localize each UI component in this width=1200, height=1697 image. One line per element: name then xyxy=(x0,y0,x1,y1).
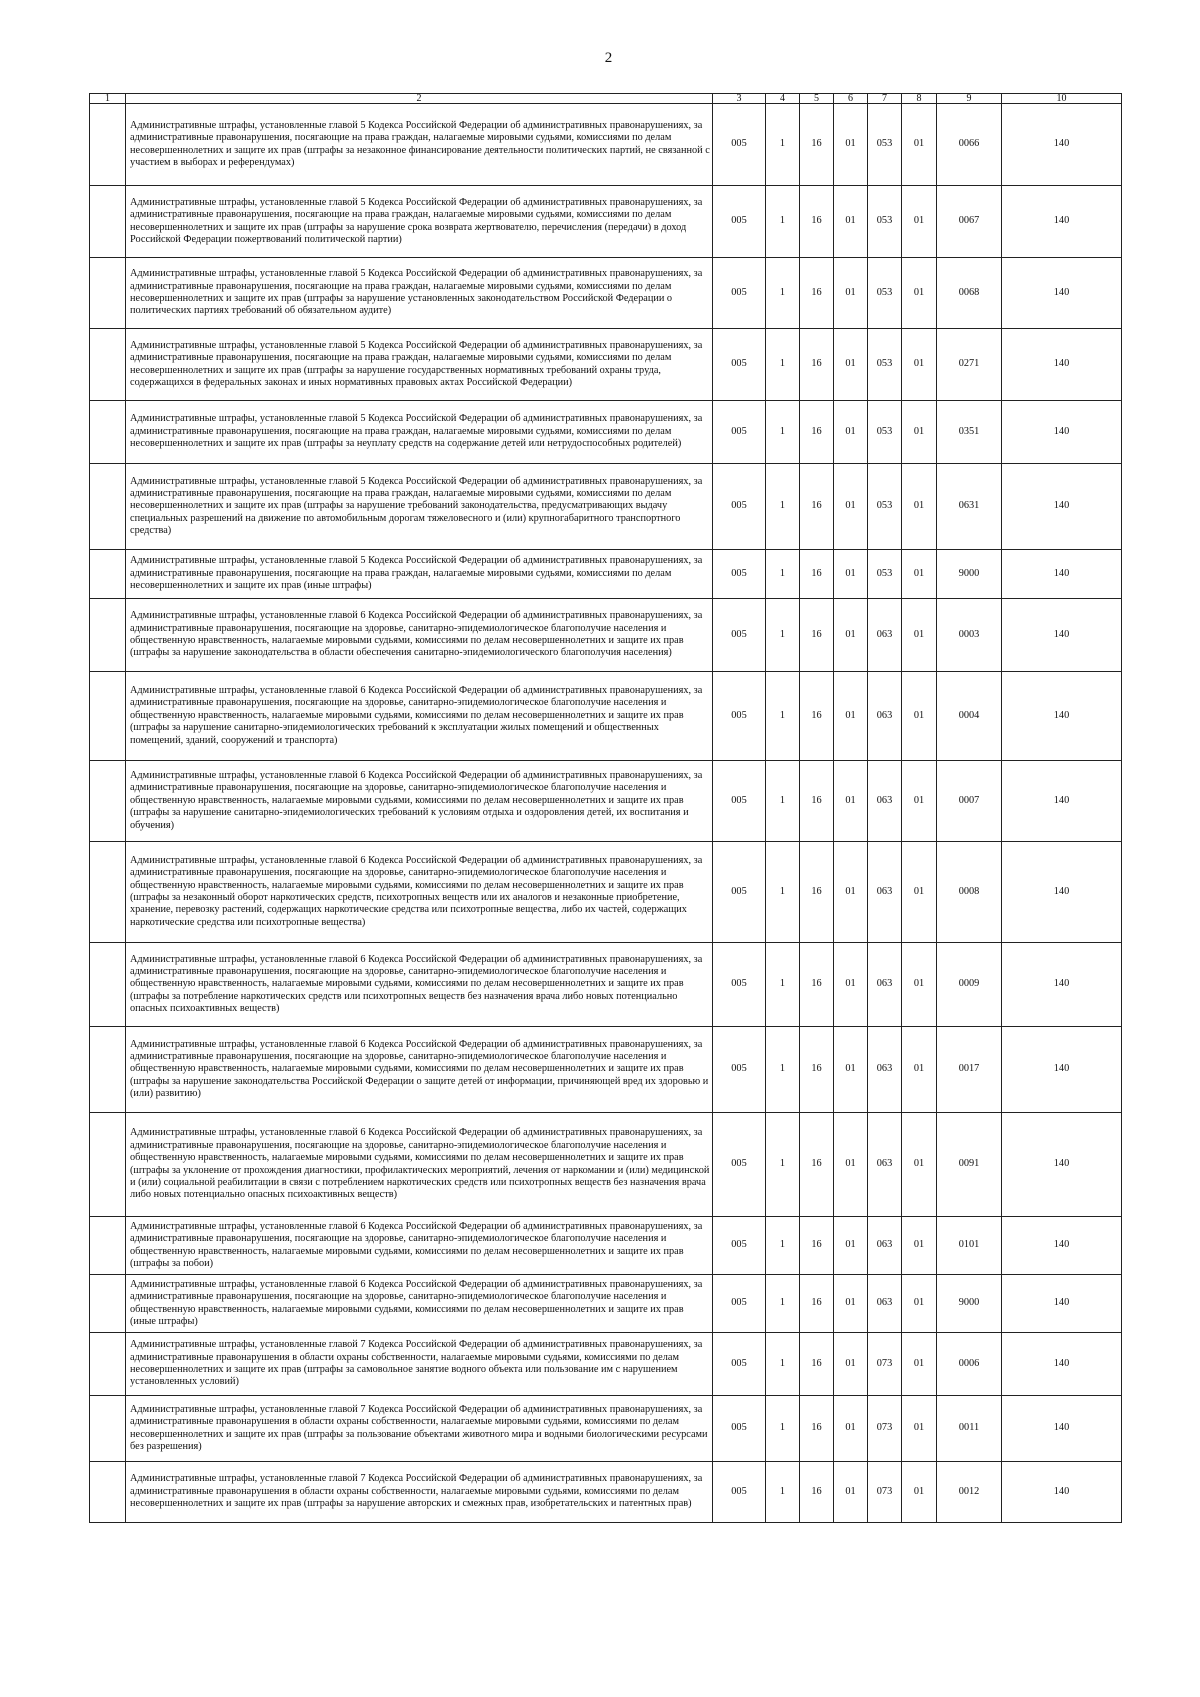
column-header: 9 xyxy=(937,94,1002,104)
program-code-cell: 0008 xyxy=(937,842,1002,943)
article-code-cell: 01 xyxy=(834,401,868,464)
program-code-cell: 0631 xyxy=(937,464,1002,550)
table-row xyxy=(90,842,1122,943)
group-code-cell: 1 xyxy=(766,329,800,401)
table-row xyxy=(90,1113,1122,1217)
article-code-cell: 01 xyxy=(834,1217,868,1275)
subarticle-code-cell: 063 xyxy=(868,672,902,761)
element-code-cell: 01 xyxy=(902,186,937,258)
group-code-cell: 1 xyxy=(766,1027,800,1113)
fine-admin-code-cell: 005 xyxy=(713,599,766,672)
column-number-row xyxy=(90,94,1122,104)
column-header: 4 xyxy=(766,94,800,104)
table-row xyxy=(90,1333,1122,1396)
row-number-cell xyxy=(90,186,126,258)
element-code-cell: 01 xyxy=(902,464,937,550)
table-row xyxy=(90,550,1122,599)
element-code-cell: 01 xyxy=(902,943,937,1027)
fine-admin-code-cell: 005 xyxy=(713,1396,766,1462)
subarticle-code-cell: 073 xyxy=(868,1396,902,1462)
program-code-cell: 0007 xyxy=(937,761,1002,842)
group-code-cell: 1 xyxy=(766,1275,800,1333)
income-description-cell: Административные штрафы, установленные главой 6 Кодекса Российской Федерации об административных правонарушениях, за административные правонарушения, посягающие на здоровье, санитарно-эпидемиологическое благополучие населения и общественную нравственность, налагаемые мировыми судьями, комиссиями по делам несовершеннолетних и защите их прав (штрафы за незаконный оборот наркотических средств, психотропных веществ или их аналогов и незаконные приобретение, хранение, перевозку растений, содержащих наркотические средства или психотропные вещества, либо их частей, содержащих наркотические средства или психотропные вещества) xyxy=(126,842,713,943)
income-description-cell: Административные штрафы, установленные главой 7 Кодекса Российской Федерации об административных правонарушениях, за административные правонарушения в области охраны собственности, налагаемые мировыми судьями, комиссиями по делам несовершеннолетних и защите их прав (штрафы за самовольное занятие водного объекта или пользование им с нарушением установленных условий) xyxy=(126,1333,713,1396)
subgroup-code-cell: 16 xyxy=(800,1396,834,1462)
subarticle-code-cell: 063 xyxy=(868,599,902,672)
income-description-cell: Административные штрафы, установленные главой 5 Кодекса Российской Федерации об административных правонарушениях, за административные правонарушения, посягающие на права граждан, налагаемые мировыми судьями, комиссиями по делам несовершеннолетних и защите их прав (штрафы за нарушение установленных законодательством Российской Федерации о политических партиях требований об обязательном аудите) xyxy=(126,258,713,329)
row-number-cell xyxy=(90,401,126,464)
fine-admin-code-cell: 005 xyxy=(713,1462,766,1523)
element-code-cell: 01 xyxy=(902,1275,937,1333)
income-description-cell: Административные штрафы, установленные главой 6 Кодекса Российской Федерации об административных правонарушениях, за административные правонарушения, посягающие на здоровье, санитарно-эпидемиологическое благополучие населения и общественную нравственность, налагаемые мировыми судьями, комиссиями по делам несовершеннолетних и защите их прав (штрафы за нарушение законодательства Российской Федерации о защите детей от информации, причиняющей вред их здоровью и (или) развитию) xyxy=(126,1027,713,1113)
subgroup-code-cell: 16 xyxy=(800,672,834,761)
subgroup-code-cell: 16 xyxy=(800,550,834,599)
income-description-cell: Административные штрафы, установленные главой 6 Кодекса Российской Федерации об административных правонарушениях, за административные правонарушения, посягающие на здоровье, санитарно-эпидемиологическое благополучие населения и общественную нравственность, налагаемые мировыми судьями, комиссиями по делам несовершеннолетних и защите их прав (штрафы за уклонение от прохождения диагностики, профилактических мероприятий, лечения от наркомании и (или) медицинской и (или) социальной реабилитации в связи с потреблением наркотических средств или психотропных веществ без назначения врача либо новых потенциально опасных психоактивных веществ) xyxy=(126,1113,713,1217)
subgroup-code-cell: 16 xyxy=(800,1217,834,1275)
subarticle-code-cell: 063 xyxy=(868,943,902,1027)
subgroup-code-cell: 16 xyxy=(800,258,834,329)
fine-admin-code-cell: 005 xyxy=(713,329,766,401)
row-number-cell xyxy=(90,258,126,329)
subarticle-code-cell: 053 xyxy=(868,464,902,550)
element-code-cell: 01 xyxy=(902,842,937,943)
row-number-cell xyxy=(90,943,126,1027)
subarticle-code-cell: 053 xyxy=(868,104,902,186)
row-number-cell xyxy=(90,104,126,186)
subarticle-code-cell: 053 xyxy=(868,258,902,329)
program-code-cell: 0004 xyxy=(937,672,1002,761)
economic-classification-code-cell: 140 xyxy=(1002,258,1122,329)
table-row xyxy=(90,1462,1122,1523)
article-code-cell: 01 xyxy=(834,672,868,761)
row-number-cell xyxy=(90,1396,126,1462)
income-description-cell: Административные штрафы, установленные главой 5 Кодекса Российской Федерации об административных правонарушениях, за административные правонарушения, посягающие на права граждан, налагаемые мировыми судьями, комиссиями по делам несовершеннолетних и защите их прав (иные штрафы) xyxy=(126,550,713,599)
economic-classification-code-cell: 140 xyxy=(1002,842,1122,943)
group-code-cell: 1 xyxy=(766,550,800,599)
subgroup-code-cell: 16 xyxy=(800,464,834,550)
fine-admin-code-cell: 005 xyxy=(713,943,766,1027)
article-code-cell: 01 xyxy=(834,550,868,599)
article-code-cell: 01 xyxy=(834,1027,868,1113)
fine-admin-code-cell: 005 xyxy=(713,401,766,464)
article-code-cell: 01 xyxy=(834,464,868,550)
subarticle-code-cell: 063 xyxy=(868,842,902,943)
element-code-cell: 01 xyxy=(902,1113,937,1217)
element-code-cell: 01 xyxy=(902,1396,937,1462)
table-row xyxy=(90,258,1122,329)
economic-classification-code-cell: 140 xyxy=(1002,401,1122,464)
column-header: 8 xyxy=(902,94,937,104)
subgroup-code-cell: 16 xyxy=(800,186,834,258)
program-code-cell: 9000 xyxy=(937,1275,1002,1333)
subarticle-code-cell: 063 xyxy=(868,1275,902,1333)
subgroup-code-cell: 16 xyxy=(800,329,834,401)
element-code-cell: 01 xyxy=(902,599,937,672)
program-code-cell: 0011 xyxy=(937,1396,1002,1462)
group-code-cell: 1 xyxy=(766,401,800,464)
row-number-cell xyxy=(90,761,126,842)
row-number-cell xyxy=(90,464,126,550)
income-description-cell: Административные штрафы, установленные главой 5 Кодекса Российской Федерации об административных правонарушениях, за административные правонарушения, посягающие на права граждан, налагаемые мировыми судьями, комиссиями по делам несовершеннолетних и защите их прав (штрафы за неуплату средств на содержание детей или нетрудоспособных родителей) xyxy=(126,401,713,464)
article-code-cell: 01 xyxy=(834,1333,868,1396)
income-description-cell: Административные штрафы, установленные главой 5 Кодекса Российской Федерации об административных правонарушениях, за административные правонарушения, посягающие на права граждан, налагаемые мировыми судьями, комиссиями по делам несовершеннолетних и защите их прав (штрафы за незаконное финансирование деятельности политических партий, не связанной с участием в выборах и референдумах) xyxy=(126,104,713,186)
fine-admin-code-cell: 005 xyxy=(713,1217,766,1275)
economic-classification-code-cell: 140 xyxy=(1002,550,1122,599)
income-description-cell: Административные штрафы, установленные главой 5 Кодекса Российской Федерации об административных правонарушениях, за административные правонарушения, посягающие на права граждан, налагаемые мировыми судьями, комиссиями по делам несовершеннолетних и защите их прав (штрафы за нарушение требований законодательства, предусматривающих выдачу специальных разрешений на движение по автомобильным дорогам тяжеловесного и (или) крупногабаритного транспортного средства) xyxy=(126,464,713,550)
program-code-cell: 0066 xyxy=(937,104,1002,186)
article-code-cell: 01 xyxy=(834,943,868,1027)
fine-admin-code-cell: 005 xyxy=(713,761,766,842)
article-code-cell: 01 xyxy=(834,761,868,842)
article-code-cell: 01 xyxy=(834,1462,868,1523)
table-row xyxy=(90,104,1122,186)
table-row xyxy=(90,761,1122,842)
fine-admin-code-cell: 005 xyxy=(713,1113,766,1217)
group-code-cell: 1 xyxy=(766,599,800,672)
subgroup-code-cell: 16 xyxy=(800,1462,834,1523)
column-header: 5 xyxy=(800,94,834,104)
income-description-cell: Административные штрафы, установленные главой 6 Кодекса Российской Федерации об административных правонарушениях, за административные правонарушения, посягающие на здоровье, санитарно-эпидемиологическое благополучие населения и общественную нравственность, налагаемые мировыми судьями, комиссиями по делам несовершеннолетних и защите их прав (штрафы за потребление наркотических средств или психотропных веществ без назначения врача либо новых потенциально опасных психоактивных веществ) xyxy=(126,943,713,1027)
group-code-cell: 1 xyxy=(766,1396,800,1462)
row-number-cell xyxy=(90,1275,126,1333)
economic-classification-code-cell: 140 xyxy=(1002,104,1122,186)
program-code-cell: 0003 xyxy=(937,599,1002,672)
economic-classification-code-cell: 140 xyxy=(1002,464,1122,550)
program-code-cell: 0006 xyxy=(937,1333,1002,1396)
program-code-cell: 0091 xyxy=(937,1113,1002,1217)
element-code-cell: 01 xyxy=(902,258,937,329)
subgroup-code-cell: 16 xyxy=(800,599,834,672)
subgroup-code-cell: 16 xyxy=(800,842,834,943)
fine-admin-code-cell: 005 xyxy=(713,842,766,943)
economic-classification-code-cell: 140 xyxy=(1002,1462,1122,1523)
row-number-cell xyxy=(90,672,126,761)
group-code-cell: 1 xyxy=(766,672,800,761)
column-header: 6 xyxy=(834,94,868,104)
element-code-cell: 01 xyxy=(902,1333,937,1396)
article-code-cell: 01 xyxy=(834,186,868,258)
element-code-cell: 01 xyxy=(902,104,937,186)
article-code-cell: 01 xyxy=(834,1275,868,1333)
table-row xyxy=(90,329,1122,401)
element-code-cell: 01 xyxy=(902,401,937,464)
table-row xyxy=(90,464,1122,550)
element-code-cell: 01 xyxy=(902,329,937,401)
subgroup-code-cell: 16 xyxy=(800,1275,834,1333)
budget-code-table xyxy=(89,93,1122,1523)
element-code-cell: 01 xyxy=(902,761,937,842)
row-number-cell xyxy=(90,1113,126,1217)
group-code-cell: 1 xyxy=(766,1113,800,1217)
income-description-cell: Административные штрафы, установленные главой 6 Кодекса Российской Федерации об административных правонарушениях, за административные правонарушения, посягающие на здоровье, санитарно-эпидемиологическое благополучие населения и общественную нравственность, налагаемые мировыми судьями, комиссиями по делам несовершеннолетних и защите их прав (штрафы за нарушение санитарно-эпидемиологических требований к эксплуатации жилых помещений и общественных помещений, зданий, сооружений и транспорта) xyxy=(126,672,713,761)
article-code-cell: 01 xyxy=(834,842,868,943)
economic-classification-code-cell: 140 xyxy=(1002,1027,1122,1113)
program-code-cell: 0067 xyxy=(937,186,1002,258)
income-description-cell: Административные штрафы, установленные главой 7 Кодекса Российской Федерации об административных правонарушениях, за административные правонарушения в области охраны собственности, налагаемые мировыми судьями, комиссиями по делам несовершеннолетних и защите их прав (штрафы за пользование объектами животного мира и водными биологическими ресурсами без разрешения) xyxy=(126,1396,713,1462)
fine-admin-code-cell: 005 xyxy=(713,1275,766,1333)
group-code-cell: 1 xyxy=(766,761,800,842)
element-code-cell: 01 xyxy=(902,1462,937,1523)
article-code-cell: 01 xyxy=(834,258,868,329)
table-row xyxy=(90,1217,1122,1275)
row-number-cell xyxy=(90,842,126,943)
table-row xyxy=(90,1027,1122,1113)
subgroup-code-cell: 16 xyxy=(800,1333,834,1396)
fine-admin-code-cell: 005 xyxy=(713,186,766,258)
subarticle-code-cell: 063 xyxy=(868,1113,902,1217)
article-code-cell: 01 xyxy=(834,1396,868,1462)
subarticle-code-cell: 053 xyxy=(868,550,902,599)
column-header: 2 xyxy=(126,94,713,104)
table-row xyxy=(90,943,1122,1027)
column-header: 3 xyxy=(713,94,766,104)
program-code-cell: 9000 xyxy=(937,550,1002,599)
program-code-cell: 0271 xyxy=(937,329,1002,401)
column-header: 7 xyxy=(868,94,902,104)
table-row xyxy=(90,599,1122,672)
group-code-cell: 1 xyxy=(766,104,800,186)
subgroup-code-cell: 16 xyxy=(800,1027,834,1113)
income-description-cell: Административные штрафы, установленные главой 6 Кодекса Российской Федерации об административных правонарушениях, за административные правонарушения, посягающие на здоровье, санитарно-эпидемиологическое благополучие населения и общественную нравственность, налагаемые мировыми судьями, комиссиями по делам несовершеннолетних и защите их прав (штрафы за нарушение законодательства в области обеспечения санитарно-эпидемиологического благополучия населения) xyxy=(126,599,713,672)
fine-admin-code-cell: 005 xyxy=(713,550,766,599)
subgroup-code-cell: 16 xyxy=(800,104,834,186)
column-header: 10 xyxy=(1002,94,1122,104)
subgroup-code-cell: 16 xyxy=(800,761,834,842)
page-number: 2 xyxy=(604,50,613,66)
column-header: 1 xyxy=(90,94,126,104)
program-code-cell: 0012 xyxy=(937,1462,1002,1523)
economic-classification-code-cell: 140 xyxy=(1002,599,1122,672)
program-code-cell: 0017 xyxy=(937,1027,1002,1113)
subarticle-code-cell: 053 xyxy=(868,401,902,464)
subarticle-code-cell: 053 xyxy=(868,329,902,401)
economic-classification-code-cell: 140 xyxy=(1002,1396,1122,1462)
income-description-cell: Административные штрафы, установленные главой 6 Кодекса Российской Федерации об административных правонарушениях, за административные правонарушения, посягающие на здоровье, санитарно-эпидемиологическое благополучие населения и общественную нравственность, налагаемые мировыми судьями, комиссиями по делам несовершеннолетних и защите их прав (штрафы за побои) xyxy=(126,1217,713,1275)
group-code-cell: 1 xyxy=(766,842,800,943)
program-code-cell: 0068 xyxy=(937,258,1002,329)
fine-admin-code-cell: 005 xyxy=(713,104,766,186)
group-code-cell: 1 xyxy=(766,1462,800,1523)
fine-admin-code-cell: 005 xyxy=(713,1333,766,1396)
economic-classification-code-cell: 140 xyxy=(1002,1333,1122,1396)
group-code-cell: 1 xyxy=(766,258,800,329)
economic-classification-code-cell: 140 xyxy=(1002,329,1122,401)
income-description-cell: Административные штрафы, установленные главой 6 Кодекса Российской Федерации об административных правонарушениях, за административные правонарушения, посягающие на здоровье, санитарно-эпидемиологическое благополучие населения и общественную нравственность, налагаемые мировыми судьями, комиссиями по делам несовершеннолетних и защите их прав (иные штрафы) xyxy=(126,1275,713,1333)
subarticle-code-cell: 063 xyxy=(868,1027,902,1113)
table-row xyxy=(90,401,1122,464)
element-code-cell: 01 xyxy=(902,550,937,599)
row-number-cell xyxy=(90,550,126,599)
element-code-cell: 01 xyxy=(902,1217,937,1275)
table-row xyxy=(90,1396,1122,1462)
economic-classification-code-cell: 140 xyxy=(1002,672,1122,761)
row-number-cell xyxy=(90,329,126,401)
group-code-cell: 1 xyxy=(766,1333,800,1396)
subgroup-code-cell: 16 xyxy=(800,1113,834,1217)
row-number-cell xyxy=(90,1462,126,1523)
fine-admin-code-cell: 005 xyxy=(713,672,766,761)
element-code-cell: 01 xyxy=(902,1027,937,1113)
economic-classification-code-cell: 140 xyxy=(1002,943,1122,1027)
element-code-cell: 01 xyxy=(902,672,937,761)
subarticle-code-cell: 053 xyxy=(868,186,902,258)
subarticle-code-cell: 073 xyxy=(868,1462,902,1523)
group-code-cell: 1 xyxy=(766,943,800,1027)
economic-classification-code-cell: 140 xyxy=(1002,1275,1122,1333)
table-row xyxy=(90,186,1122,258)
table-row xyxy=(90,672,1122,761)
article-code-cell: 01 xyxy=(834,104,868,186)
fine-admin-code-cell: 005 xyxy=(713,464,766,550)
row-number-cell xyxy=(90,1333,126,1396)
subarticle-code-cell: 073 xyxy=(868,1333,902,1396)
subarticle-code-cell: 063 xyxy=(868,1217,902,1275)
program-code-cell: 0009 xyxy=(937,943,1002,1027)
table-row xyxy=(90,1275,1122,1333)
economic-classification-code-cell: 140 xyxy=(1002,186,1122,258)
program-code-cell: 0101 xyxy=(937,1217,1002,1275)
row-number-cell xyxy=(90,599,126,672)
economic-classification-code-cell: 140 xyxy=(1002,761,1122,842)
income-description-cell: Административные штрафы, установленные главой 5 Кодекса Российской Федерации об административных правонарушениях, за административные правонарушения, посягающие на права граждан, налагаемые мировыми судьями, комиссиями по делам несовершеннолетних и защите их прав (штрафы за нарушение срока возврата жертвователю, перечисления (передачи) в доход Российской Федерации пожертвований политической партии) xyxy=(126,186,713,258)
article-code-cell: 01 xyxy=(834,599,868,672)
income-description-cell: Административные штрафы, установленные главой 5 Кодекса Российской Федерации об административных правонарушениях, за административные правонарушения, посягающие на права граждан, налагаемые мировыми судьями, комиссиями по делам несовершеннолетних и защите их прав (штрафы за нарушение государственных нормативных требований охраны труда, содержащихся в федеральных законах и иных нормативных правовых актах Российской Федерации) xyxy=(126,329,713,401)
article-code-cell: 01 xyxy=(834,1113,868,1217)
income-description-cell: Административные штрафы, установленные главой 7 Кодекса Российской Федерации об административных правонарушениях, за административные правонарушения в области охраны собственности, налагаемые мировыми судьями, комиссиями по делам несовершеннолетних и защите их прав (штрафы за нарушение авторских и смежных прав, изобретательских и патентных прав) xyxy=(126,1462,713,1523)
group-code-cell: 1 xyxy=(766,464,800,550)
economic-classification-code-cell: 140 xyxy=(1002,1113,1122,1217)
group-code-cell: 1 xyxy=(766,186,800,258)
subarticle-code-cell: 063 xyxy=(868,761,902,842)
fine-admin-code-cell: 005 xyxy=(713,258,766,329)
subgroup-code-cell: 16 xyxy=(800,943,834,1027)
row-number-cell xyxy=(90,1027,126,1113)
fine-admin-code-cell: 005 xyxy=(713,1027,766,1113)
economic-classification-code-cell: 140 xyxy=(1002,1217,1122,1275)
subgroup-code-cell: 16 xyxy=(800,401,834,464)
group-code-cell: 1 xyxy=(766,1217,800,1275)
row-number-cell xyxy=(90,1217,126,1275)
program-code-cell: 0351 xyxy=(937,401,1002,464)
article-code-cell: 01 xyxy=(834,329,868,401)
income-description-cell: Административные штрафы, установленные главой 6 Кодекса Российской Федерации об административных правонарушениях, за административные правонарушения, посягающие на здоровье, санитарно-эпидемиологическое благополучие населения и общественную нравственность, налагаемые мировыми судьями, комиссиями по делам несовершеннолетних и защите их прав (штрафы за нарушение санитарно-эпидемиологических требований к условиям отдыха и оздоровления детей, их воспитания и обучения) xyxy=(126,761,713,842)
